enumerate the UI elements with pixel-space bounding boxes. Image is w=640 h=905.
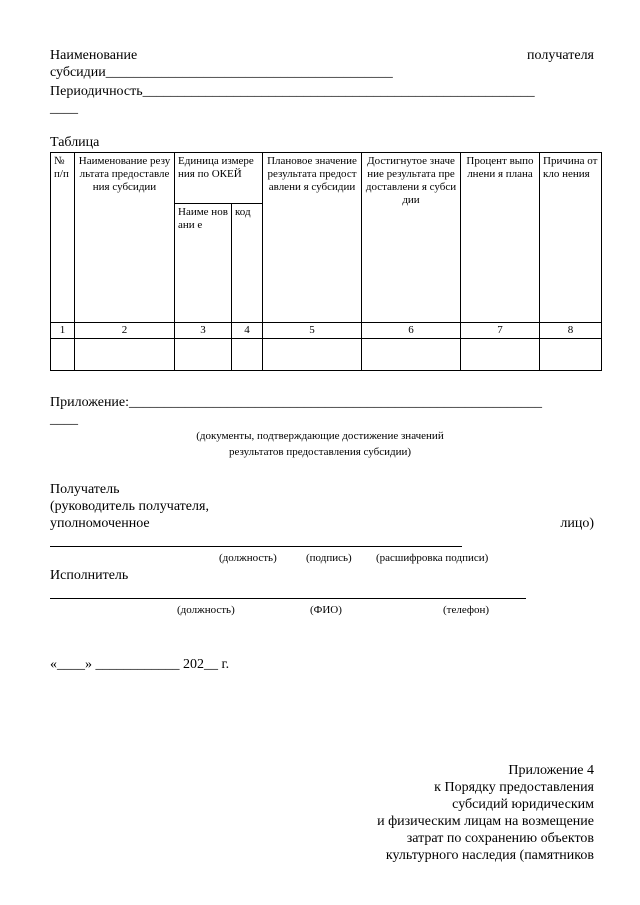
results-table (50, 152, 602, 371)
attachment-note-1: (документы, подтверждающие достижение значений (196, 430, 444, 442)
empty-cell[interactable] (51, 339, 75, 371)
appendix-line-2: к Порядку предоставления (434, 780, 594, 795)
empty-cell[interactable] (75, 339, 175, 371)
recipient-label: Получатель (50, 482, 120, 497)
executor-fio-caption: (ФИО) (310, 604, 342, 616)
table-caption: Таблица (50, 135, 100, 150)
col-number-3: 3 (175, 323, 232, 339)
header-number: № п/п (51, 153, 75, 323)
executor-label: Исполнитель (50, 568, 129, 583)
col-number-8: 8 (540, 323, 602, 339)
col-number-2: 2 (75, 323, 175, 339)
header-deviation-reason: Причина откло нения (540, 153, 602, 323)
empty-cell[interactable] (461, 339, 540, 371)
header-result-name: Наименование результата предоставления субсидии (75, 153, 175, 323)
empty-cell[interactable] (232, 339, 263, 371)
recipient-head-label: (руководитель получателя, (50, 499, 209, 514)
attachment-note-2: результатов предоставления субсидии) (228, 446, 412, 458)
date-line: «____» ____________ 202__ г. (50, 657, 230, 672)
appendix-line-5: затрат по сохранению объектов (406, 831, 594, 846)
recipient-person-label: лицо) (560, 516, 594, 531)
table-row (51, 339, 602, 371)
col-number-6: 6 (362, 323, 461, 339)
periodicity-continuation: ____ (50, 101, 78, 116)
empty-cell[interactable] (175, 339, 232, 371)
empty-cell[interactable] (362, 339, 461, 371)
col-number-1: 1 (51, 323, 75, 339)
attachment-continuation: ____ (50, 412, 78, 427)
empty-cell[interactable] (263, 339, 362, 371)
col-number-5: 5 (263, 323, 362, 339)
col-number-4: 4 (232, 323, 263, 339)
recipient-name-label: Наименование (50, 48, 138, 63)
appendix-line-3: субсидий юридическим (452, 797, 594, 812)
empty-cell[interactable] (540, 339, 602, 371)
periodicity-line: Периодичность________________________________________________________ (50, 84, 535, 99)
recipient-label-right: получателя (527, 48, 594, 63)
appendix-line-4: и физическим лицам на возмещение (377, 814, 594, 829)
recipient-signature-line[interactable] (50, 546, 462, 547)
header-plan-percent: Процент выполнени я плана (461, 153, 540, 323)
header-unit-name: Наиме новани е (175, 204, 232, 323)
header-unit-code: код (232, 204, 263, 323)
recipient-decoding-caption: (расшифровка подписи) (376, 552, 489, 564)
header-achieved-value: Достигнутое значение результата предоставлени я субсидии (362, 153, 461, 323)
recipient-position-caption: (должность) (219, 552, 277, 564)
col-number-7: 7 (461, 323, 540, 339)
appendix-line-6: культурного наследия (памятников (385, 848, 594, 863)
executor-position-caption: (должность) (177, 604, 235, 616)
header-unit: Единица измерения по ОКЕЙ (175, 153, 263, 204)
header-planned-value: Плановое значение результата предоставлени я субсидии (263, 153, 362, 323)
recipient-signature-caption: (подпись) (306, 552, 352, 564)
subsidy-line: субсидии_________________________________________ (50, 65, 393, 80)
executor-phone-caption: (телефон) (443, 604, 490, 616)
recipient-authorized-label: уполномоченное (50, 516, 150, 531)
executor-signature-line[interactable] (50, 598, 526, 599)
attachment-line: Приложение:___________________________________________________________ (50, 395, 543, 410)
appendix-line-1: Приложение 4 (508, 763, 594, 778)
